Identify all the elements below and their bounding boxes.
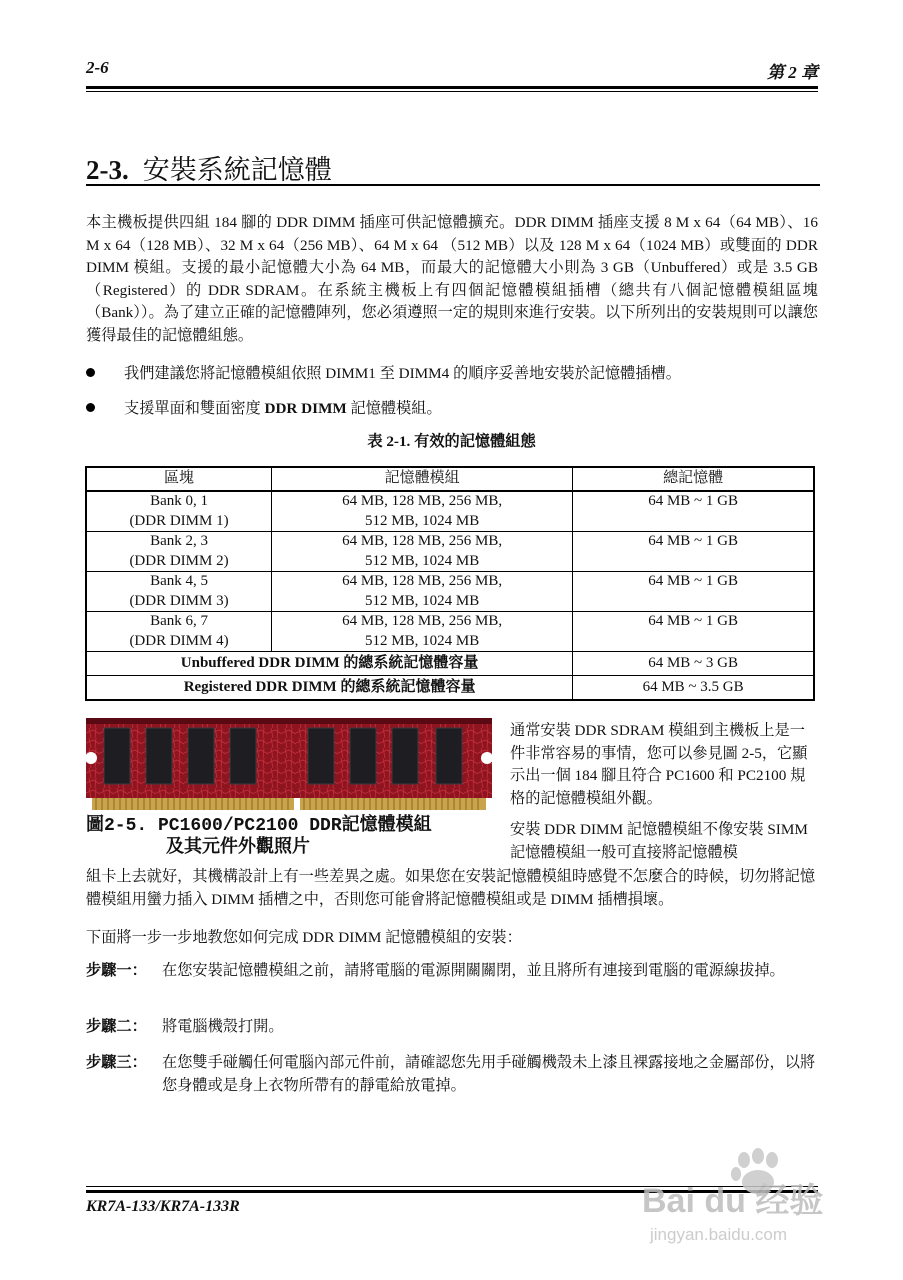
total-cell: 64 MB ~ 1 GB [573,572,814,612]
step-text: 在您安裝記憶體模組之前，請將電腦的電源開關關閉，並且將所有連接到電腦的電源線拔掉。 [162,962,785,979]
summary-row [86,652,814,676]
column-header: 總記憶體 [573,467,814,491]
figure-caption-line2: 及其元件外觀照片 [166,838,310,858]
step-label: 步驟三： [86,1054,147,1071]
summary-label: Registered DDR DIMM 的總系統記憶體容量 [86,676,573,701]
table-row [86,532,814,572]
summary-row [86,676,814,701]
header-rule-thin [86,91,818,92]
figure-caption-line1: 圖2-5. PC1600/PC2100 DDR記憶體模組 [86,816,432,836]
header-rule [86,86,818,89]
ddr-dimm-photo [86,718,492,810]
footer-model: KR7A-133/KR7A-133R [86,1198,240,1215]
summary-label: Unbuffered DDR DIMM 的總系統記憶體容量 [86,652,573,676]
steps-intro: 下面將一步一步地教您如何完成 DDR DIMM 記憶體模組的安裝： [86,929,522,946]
step-label: 步驟二： [86,1018,147,1035]
module-cell: 64 MB, 128 MB, 256 MB, 512 MB, 1024 MB [272,572,573,612]
page-number: 2-6 [86,58,109,77]
total-cell: 64 MB ~ 1 GB [573,491,814,532]
bullet-icon [86,368,95,377]
baidu-watermark [632,1146,862,1254]
continuation-paragraph: 組卡上去就好，其機構設計上有一些差異之處。如果您在安裝記憶體模組時感覺不怎麼合的時候，切勿將記憶體模組用蠻力插入 DIMM 插槽之中，否則您可能會將記憶體模組或是 DIMM 插槽損壞。 [86,868,815,908]
table-header-row [86,467,814,491]
total-cell: 64 MB ~ 1 GB [573,532,814,572]
side-column [510,720,820,873]
column-header: 區塊 [86,467,272,491]
bank-cell: Bank 4, 5 (DDR DIMM 3) [86,572,272,612]
bullet-text: 我們建議您將記憶體模組依照 DIMM1 至 DIMM4 的順序妥善地安裝於記憶體插槽。 [124,365,681,382]
module-cell: 64 MB, 128 MB, 256 MB, 512 MB, 1024 MB [272,532,573,572]
side-paragraph-2: 安裝 DDR DIMM 記憶體模組不像安裝 SIMM 記憶體模組一般可直接將記憶體模 [510,821,808,861]
step-text: 將電腦機殼打開。 [162,1018,284,1035]
table-row [86,612,814,652]
step-2 [86,1016,818,1039]
table-row [86,572,814,612]
step-label: 步驟一： [86,962,147,979]
title-rule [86,184,820,186]
table-row [86,491,814,532]
module-cell: 64 MB, 128 MB, 256 MB, 512 MB, 1024 MB [272,612,573,652]
section-number: 2-3. [86,155,129,185]
step-text: 在您雙手碰觸任何電腦內部元件前，請確認您先用手碰觸機殼未上漆且裸露接地之金屬部份，以將您身體或是身上衣物所帶有的靜電給放電掉。 [162,1054,816,1094]
figure-caption [86,815,506,859]
summary-total: 64 MB ~ 3.5 GB [573,676,814,701]
side-paragraph-1: 通常安裝 DDR SDRAM 模組到主機板上是一件非常容易的事情，您可以參見圖 2-5，它顯示出一個 184 腳且符合 PC1600 和 PC2100 規格的記憶體模組外觀。 [510,722,808,807]
bullet-icon [86,403,95,412]
table-caption: 表 2-1. 有效的記憶體組態 [367,433,536,450]
bank-cell: Bank 0, 1 (DDR DIMM 1) [86,491,272,532]
summary-total: 64 MB ~ 3 GB [573,652,814,676]
column-header: 記憶體模組 [272,467,573,491]
chapter-label: 第 2 章 [767,63,818,82]
step-1 [86,960,818,983]
page-header [86,58,818,88]
bank-cell: Bank 2, 3 (DDR DIMM 2) [86,532,272,572]
intro-paragraph: 本主機板提供四組 184 腳的 DDR DIMM 插座可供記憶體擴充。DDR DIMM 插座支援 8 M x 64（64 MB）、16 M x 64（128 MB）、32 M x 64（256 MB）、64 M x 64 （512 MB）以及 128 M x 64（1024 MB）或雙面的 DDR DIMM 模組。支援的最小記憶體大小為 64 MB，而最大的記憶體大小則為 3 GB（Unbuffered）或是 3.5 GB（Registered）的 DDR SDRAM。在系統主機板上有四個記憶體模組插槽（總共有八個記憶體模組區塊（Bank））。為了建立正確的記憶體陣列，您必須遵照一定的規則來進行安裝。以下所列出的安裝規則可以讓您獲得最佳的記憶體組態。 [86,214,818,344]
step-3 [86,1052,818,1097]
section-heading: 安裝系統記憶體 [142,155,332,185]
watermark-brand: Bai du 经验 [642,1182,824,1220]
section-title [86,148,332,187]
watermark-url: jingyan.baidu.com [650,1225,788,1244]
bank-cell: Bank 6, 7 (DDR DIMM 4) [86,612,272,652]
memory-config-table [85,466,815,701]
total-cell: 64 MB ~ 1 GB [573,612,814,652]
module-cell: 64 MB, 128 MB, 256 MB, 512 MB, 1024 MB [272,491,573,532]
bullet-text: 支援單面和雙面密度 DDR DIMM 記憶體模組。 [124,400,442,417]
